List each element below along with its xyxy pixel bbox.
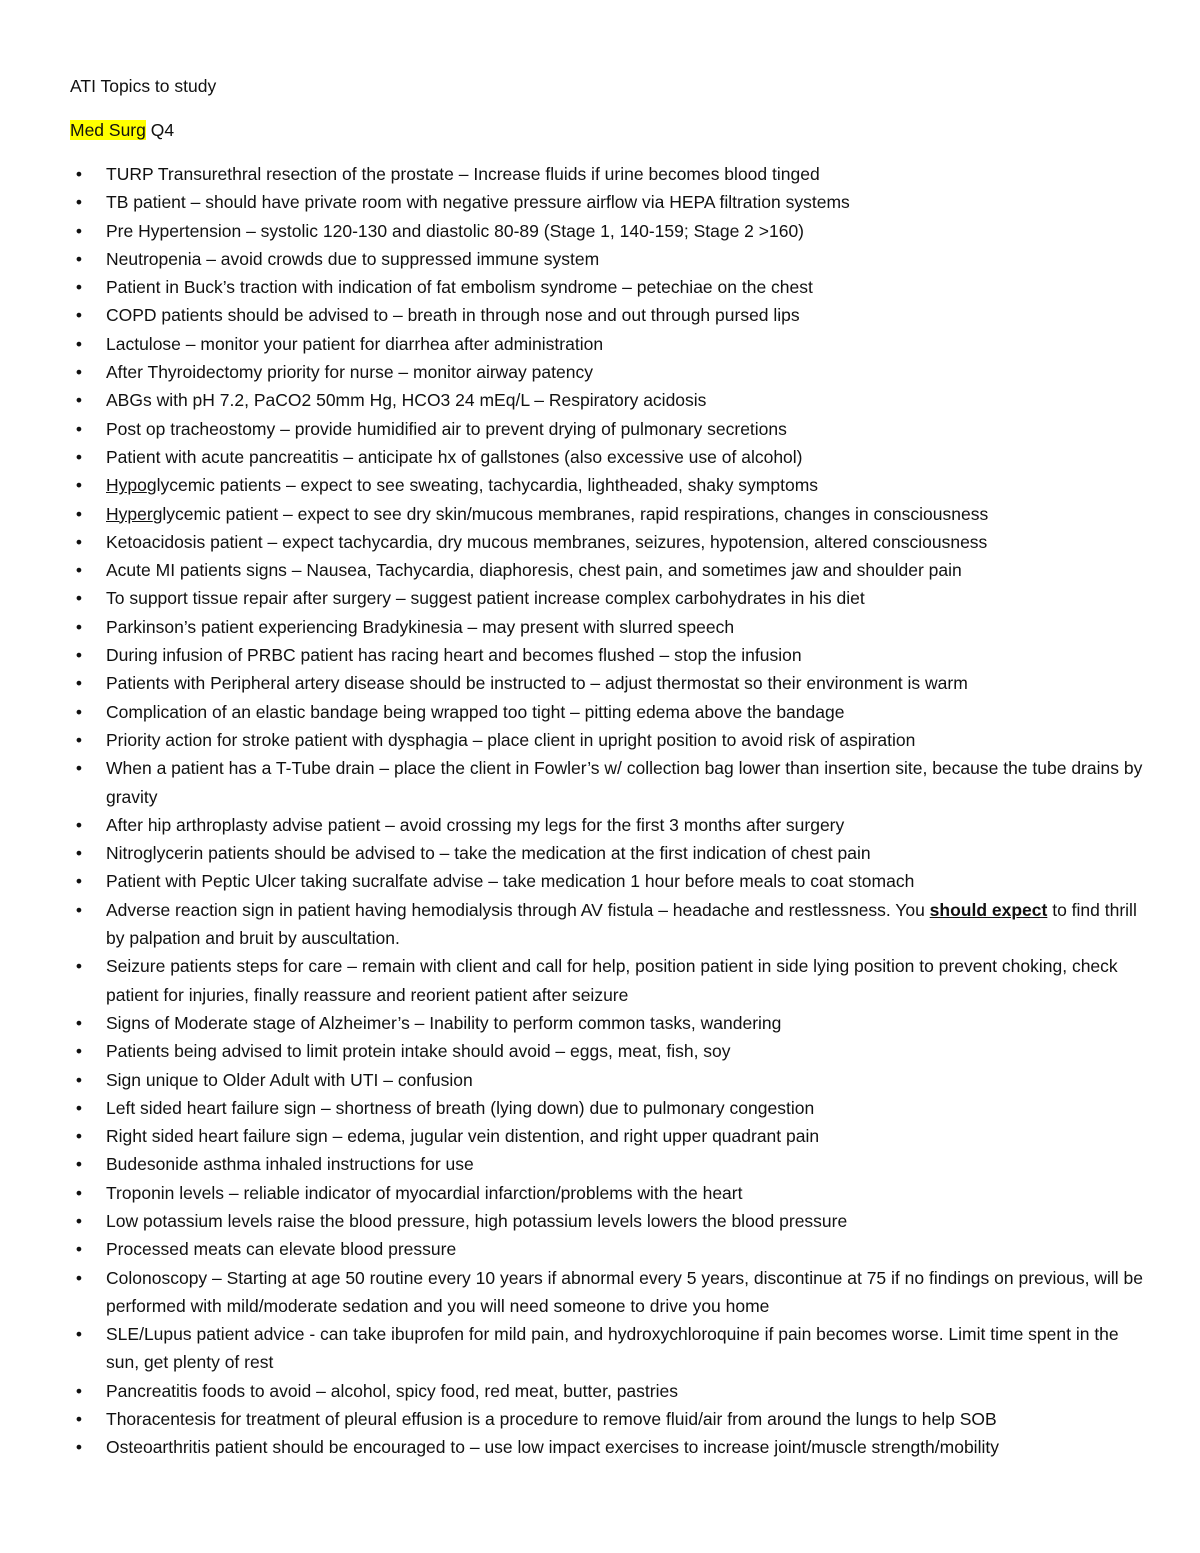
list-item-text: Patient with acute pancreatitis – anticipate hx of gallstones (also excessive use of alcohol): [106, 446, 803, 467]
underlined-prefix: Hyper: [106, 503, 153, 524]
bullet-icon: •: [75, 560, 83, 581]
list-item-text: Adverse reaction sign in patient having hemodialysis through AV fistula – headache and restlessness. You: [106, 899, 930, 920]
document-title: ATI Topics to study: [70, 76, 217, 96]
list-item-text: glycemic patient – expect to see dry skin/mucous membranes, rapid respirations, changes in consciousness: [152, 503, 989, 524]
list-item: [70, 613, 1150, 641]
list-item-text: When a patient has a T-Tube drain – place the client in Fowler’s w/ collection bag lower than insertion site, because the tube drains by gravity: [106, 758, 1143, 807]
list-item-text: Troponin levels – reliable indicator of myocardial infarction/problems with the heart: [106, 1182, 743, 1203]
list-item: [70, 415, 1150, 443]
bullet-icon: •: [75, 843, 83, 864]
underlined-prefix: Hypo: [106, 475, 147, 496]
bullet-icon: •: [75, 503, 83, 524]
bullet-icon: •: [75, 531, 83, 552]
list-item: [70, 896, 1150, 953]
bullet-icon: •: [75, 446, 83, 467]
bullet-icon: •: [75, 192, 83, 213]
bullet-icon: •: [75, 362, 83, 383]
list-item: [70, 1405, 1150, 1433]
list-item-text: Sign unique to Older Adult with UTI – confusion: [106, 1069, 473, 1090]
list-item-text: glycemic patients – expect to see sweating, tachycardia, lightheaded, shaky symptoms: [146, 475, 819, 496]
list-item: [70, 330, 1150, 358]
list-item: [70, 1207, 1150, 1235]
list-item-text: TURP Transurethral resection of the prostate – Increase fluids if urine becomes blood tinged: [106, 164, 820, 184]
list-item-text: Low potassium levels raise the blood pressure, high potassium levels lowers the blood pressure: [106, 1210, 848, 1231]
list-item-text: Parkinson’s patient experiencing Bradykinesia – may present with slurred speech: [106, 616, 735, 637]
list-item-text: Patients with Peripheral artery disease should be instructed to – adjust thermostat so their environment is warm: [106, 673, 968, 694]
list-item-text: Patient in Buck’s traction with indication of fat embolism syndrome – petechiae on the chest: [106, 277, 813, 298]
bullet-icon: •: [75, 390, 83, 411]
list-item-text: Patients being advised to limit protein intake should avoid – eggs, meat, fish, soy: [106, 1041, 731, 1062]
bullet-icon: •: [75, 333, 83, 354]
list-item-text: Processed meats can elevate blood pressure: [106, 1239, 457, 1260]
list-item: [70, 217, 1150, 245]
list-item: [70, 584, 1150, 612]
list-item: [70, 952, 1150, 1009]
bullet-icon: •: [75, 418, 83, 439]
bullet-icon: •: [75, 277, 83, 298]
list-item: [70, 1037, 1150, 1065]
list-item-text: ABGs with pH 7.2, PaCO2 50mm Hg, HCO3 24 mEq/L – Respiratory acidosis: [106, 390, 707, 411]
bullet-icon: •: [75, 1126, 83, 1147]
list-item: [70, 245, 1150, 273]
list-item: [70, 1320, 1150, 1377]
list-item: [70, 1066, 1150, 1094]
bold-underlined-text: should expect: [929, 899, 1048, 920]
list-item-text: Right sided heart failure sign – edema, jugular vein distention, and right upper quadrant pain: [106, 1126, 820, 1147]
list-item-text: Left sided heart failure sign – shortness of breath (lying down) due to pulmonary congestion: [106, 1097, 815, 1118]
bullet-icon: •: [75, 758, 83, 779]
list-item-text: After hip arthroplasty advise patient – avoid crossing my legs for the first 3 months after surgery: [106, 814, 845, 835]
bullet-icon: •: [75, 305, 83, 326]
bullet-icon: •: [75, 673, 83, 694]
bullet-icon: •: [75, 1380, 83, 1401]
heading-suffix: Q4: [145, 120, 175, 140]
list-item: [70, 1264, 1150, 1321]
list-item-text: Patient with Peptic Ulcer taking sucralfate advise – take medication 1 hour before meals to coat stomach: [106, 871, 915, 892]
list-item: [70, 301, 1150, 329]
bullet-icon: •: [75, 1069, 83, 1090]
list-item: [70, 669, 1150, 697]
list-item-text: Colonoscopy – Starting at age 50 routine every 10 years if abnormal every 5 years, discontinue at 75 if no findings on previous, will be performed with mild/moderate sedation and you will need someone to drive you home: [106, 1267, 1143, 1316]
list-item-text: Lactulose – monitor your patient for diarrhea after administration: [106, 333, 604, 354]
list-item-text: To support tissue repair after surgery – suggest patient increase complex carbohydrates in his diet: [106, 588, 865, 609]
bullet-icon: •: [75, 1210, 83, 1231]
list-item-text: SLE/Lupus patient advice - can take ibuprofen for mild pain, and hydroxychloroquine if pain becomes worse. Limit time spent in the sun, get plenty of rest: [106, 1324, 1119, 1373]
bullet-icon: •: [75, 588, 83, 609]
list-item-text: COPD patients should be advised to – breath in through nose and out through pursed lips: [106, 305, 800, 326]
list-item-text: TB patient – should have private room with negative pressure airflow via HEPA filtration systems: [106, 192, 850, 213]
bullet-icon: •: [75, 1437, 83, 1458]
list-item: [70, 188, 1150, 216]
list-item: [70, 839, 1150, 867]
list-item: [70, 358, 1150, 386]
list-item-text: Thoracentesis for treatment of pleural effusion is a procedure to remove fluid/air from around the lungs to help SOB: [106, 1409, 997, 1430]
list-item: [70, 1150, 1150, 1178]
bullet-icon: •: [75, 1182, 83, 1203]
list-item: [70, 386, 1150, 414]
list-item: [70, 1094, 1150, 1122]
bullet-icon: •: [75, 1267, 83, 1288]
bullet-icon: •: [75, 701, 83, 722]
list-item: [70, 556, 1150, 584]
list-item-text: Pre Hypertension – systolic 120-130 and diastolic 80-89 (Stage 1, 140-159; Stage 2 >160): [106, 220, 805, 241]
list-item-text: After Thyroidectomy priority for nurse – monitor airway patency: [106, 362, 593, 383]
list-item: [70, 1179, 1150, 1207]
list-item-text: Neutropenia – avoid crowds due to suppressed immune system: [106, 248, 600, 269]
list-item-text: Seizure patients steps for care – remain with client and call for help, position patient in side lying position to prevent choking, check patient for injuries, finally reassure and reorient patient after seizure: [106, 956, 1118, 1005]
list-item: [70, 471, 1150, 499]
list-item-text: Budesonide asthma inhaled instructions for use: [106, 1154, 474, 1175]
highlighted-heading-text: Med Surg: [70, 120, 146, 140]
bullet-icon: •: [75, 1041, 83, 1062]
bullet-icon: •: [75, 871, 83, 892]
section-heading: [70, 118, 174, 142]
list-item-text: Complication of an elastic bandage being wrapped too tight – pitting edema above the bandage: [106, 701, 845, 722]
list-item: [70, 726, 1150, 754]
list-item-text: Pancreatitis foods to avoid – alcohol, spicy food, red meat, butter, pastries: [106, 1380, 678, 1401]
list-item: [70, 273, 1150, 301]
bullet-icon: •: [75, 899, 83, 920]
bullet-icon: •: [75, 1409, 83, 1430]
list-item: [70, 754, 1150, 811]
list-item: [70, 500, 1150, 528]
list-item: [70, 867, 1150, 895]
bullet-icon: •: [75, 1154, 83, 1175]
list-item-text: Nitroglycerin patients should be advised to – take the medication at the first indication of chest pain: [106, 843, 871, 864]
bullet-icon: •: [75, 1097, 83, 1118]
bullet-icon: •: [75, 956, 83, 977]
bullet-icon: •: [75, 616, 83, 637]
list-item-text-end: to find thrill by palpation and bruit by auscultation.: [106, 899, 1137, 949]
list-item-text: Priority action for stroke patient with dysphagia – place client in upright position to avoid risk of aspiration: [106, 729, 916, 750]
list-item-text: Ketoacidosis patient – expect tachycardia, dry mucous membranes, seizures, hypotension, altered consciousness: [106, 531, 988, 552]
list-item: [70, 641, 1150, 669]
list-item: [70, 698, 1150, 726]
list-item: [70, 811, 1150, 839]
list-item: [70, 1122, 1150, 1150]
list-item-text: Signs of Moderate stage of Alzheimer’s – Inability to perform common tasks, wandering: [106, 1012, 782, 1033]
bullet-icon: •: [75, 1239, 83, 1260]
list-item: [70, 1433, 1150, 1461]
list-item-text: Osteoarthritis patient should be encouraged to – use low impact exercises to increase joint/muscle strength/mobility: [106, 1437, 999, 1458]
bullet-icon: •: [75, 1012, 83, 1033]
bullet-icon: •: [75, 475, 83, 496]
bullet-icon: •: [75, 645, 83, 666]
list-item: [70, 1235, 1150, 1263]
list-item: [70, 528, 1150, 556]
topic-list: [70, 160, 1150, 1462]
list-item: [70, 160, 1150, 188]
list-item: [70, 443, 1150, 471]
bullet-icon: •: [75, 814, 83, 835]
list-item-text: Acute MI patients signs – Nausea, Tachycardia, diaphoresis, chest pain, and sometimes jaw and shoulder pain: [106, 560, 962, 581]
bullet-icon: •: [75, 164, 83, 184]
bullet-icon: •: [75, 220, 83, 241]
bullet-icon: •: [75, 1324, 83, 1345]
list-item: [70, 1377, 1150, 1405]
list-item-text: Post op tracheostomy – provide humidified air to prevent drying of pulmonary secretions: [106, 418, 787, 439]
bullet-icon: •: [75, 729, 83, 750]
bullet-icon: •: [75, 248, 83, 269]
list-item-text: During infusion of PRBC patient has racing heart and becomes flushed – stop the infusion: [106, 645, 802, 666]
list-item: [70, 1009, 1150, 1037]
